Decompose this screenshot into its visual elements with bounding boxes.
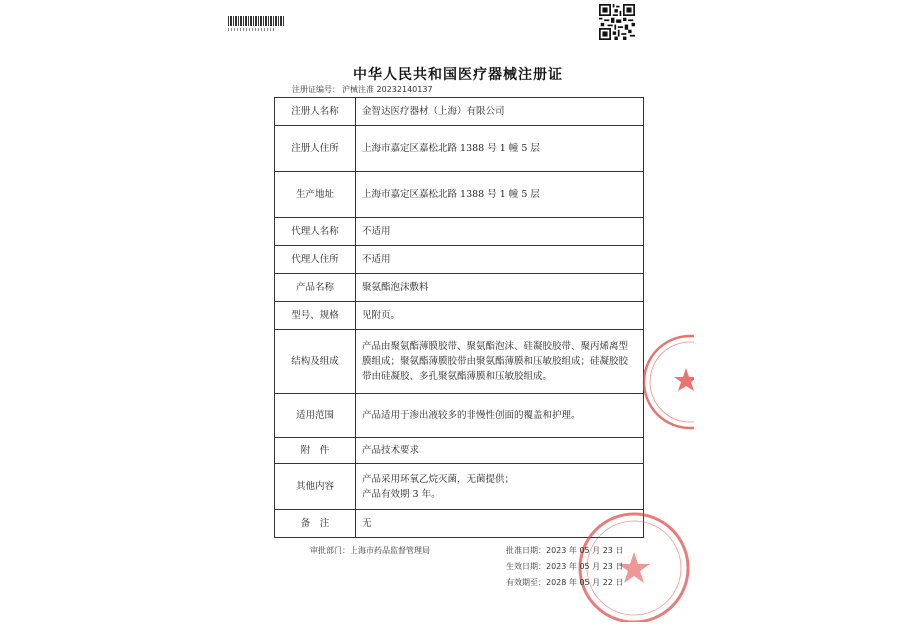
- table-row: [275, 464, 644, 510]
- row-label: 适用范围: [275, 394, 356, 438]
- effective-date-value: 2023 年 05 月 23 日: [546, 562, 624, 571]
- row-label: 注册人名称: [275, 98, 356, 126]
- certificate-table: [274, 97, 644, 538]
- row-label: 代理人名称: [275, 218, 356, 246]
- approval-date-value: 2023 年 05 月 23 日: [546, 546, 624, 555]
- row-value-line: 产品有效期 3 年。: [362, 488, 441, 500]
- authority-value: 上海市药品监督管理局: [350, 546, 430, 555]
- table-row: [275, 172, 644, 218]
- side-stamp: [632, 330, 694, 440]
- registration-number: [292, 84, 435, 95]
- row-value: 产品适用于渗出液较多的非慢性创面的覆盖和护理。: [356, 394, 644, 438]
- registration-number-value: 沪械注准 20232140137: [342, 85, 433, 94]
- table-row: [275, 394, 644, 438]
- table-row: [275, 98, 644, 126]
- row-label: 备 注: [275, 510, 356, 538]
- row-label: 其他内容: [275, 464, 356, 510]
- table-row: [275, 246, 644, 274]
- table-row: [275, 126, 644, 172]
- row-label: 型号、规格: [275, 302, 356, 330]
- row-value: 产品技术要求: [356, 438, 644, 464]
- registration-number-label: 注册证编号：: [292, 85, 340, 94]
- approval-date-label: 批准日期：: [506, 546, 546, 555]
- row-value: 金智达医疗器材（上海）有限公司: [356, 98, 644, 126]
- row-value: 见附页。: [356, 302, 644, 330]
- table-row: [275, 330, 644, 394]
- effective-date: [506, 561, 623, 572]
- expiry-date: [506, 577, 623, 588]
- document-title: 中华人民共和国医疗器械注册证: [353, 67, 563, 83]
- row-value: 上海市嘉定区嘉松北路 1388 号 1 幢 5 层: [356, 126, 644, 172]
- row-value-line: 产品采用环氧乙烷灭菌，无菌提供；: [362, 473, 515, 485]
- row-value: 不适用: [356, 218, 644, 246]
- certificate-page: [222, 0, 694, 628]
- authority: [310, 545, 430, 556]
- row-value: 无: [356, 510, 644, 538]
- table-row: [275, 302, 644, 330]
- row-label: 注册人住所: [275, 126, 356, 172]
- qr-code: [599, 4, 635, 40]
- row-value: 产品由聚氨酯薄膜胶带、聚氨酯泡沫、硅凝胶胶带、聚丙烯离型膜组成；聚氨酯薄膜胶带由聚氨酯薄膜和压敏胶组成；硅凝胶胶带由硅凝胶、多孔聚氨酯薄膜和压敏胶组成。: [356, 330, 644, 394]
- row-value: 不适用: [356, 246, 644, 274]
- row-label: 代理人住所: [275, 246, 356, 274]
- expiry-date-value: 2028 年 05 月 22 日: [546, 578, 624, 587]
- barcode-caption: [228, 28, 276, 31]
- row-label: 生产地址: [275, 172, 356, 218]
- expiry-date-label: 有效期至：: [506, 578, 546, 587]
- table-row: [275, 438, 644, 464]
- row-value: 上海市嘉定区嘉松北路 1388 号 1 幢 5 层: [356, 172, 644, 218]
- table-row: [275, 218, 644, 246]
- row-value: [356, 464, 644, 510]
- row-label: 结构及组成: [275, 330, 356, 394]
- barcode: [228, 16, 284, 26]
- authority-label: 审批部门：: [310, 546, 350, 555]
- effective-date-label: 生效日期：: [506, 562, 546, 571]
- row-label: 附 件: [275, 438, 356, 464]
- approval-date: [506, 545, 623, 556]
- table-row: [275, 274, 644, 302]
- row-value: 聚氨酯泡沫敷料: [356, 274, 644, 302]
- row-label: 产品名称: [275, 274, 356, 302]
